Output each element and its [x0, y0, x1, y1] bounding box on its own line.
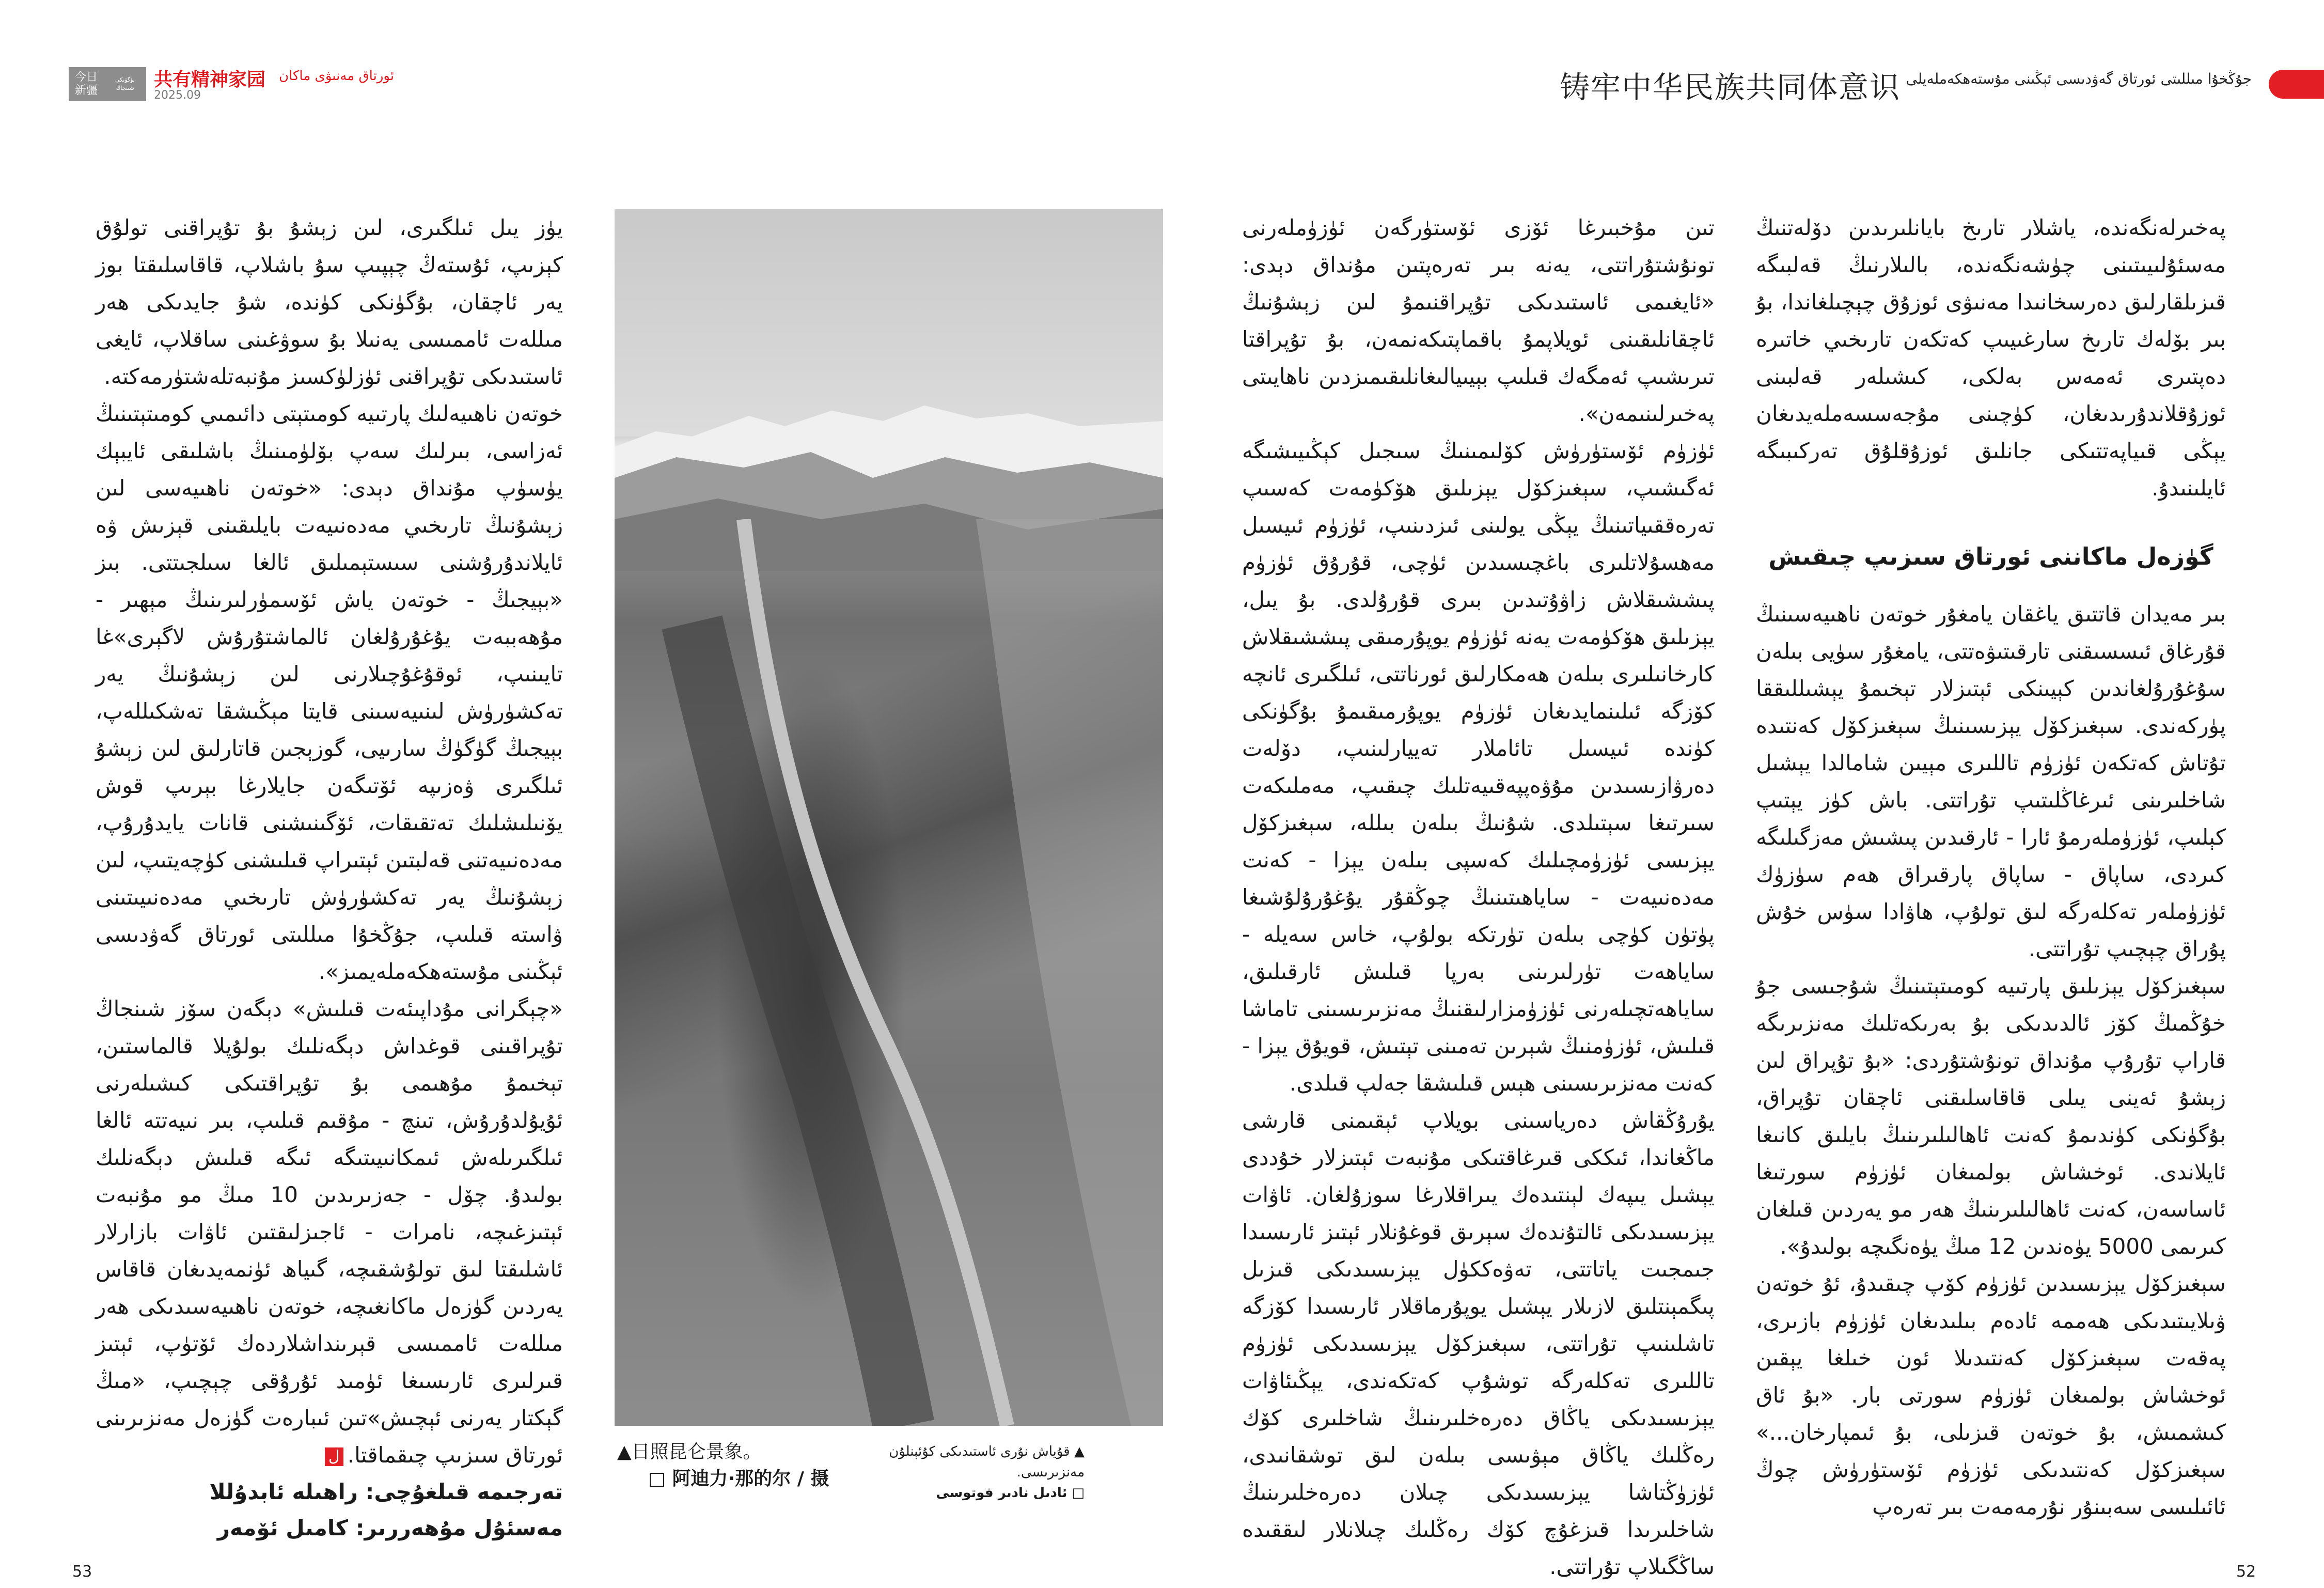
- caption-text-chinese: ▲日照昆仑景象。: [617, 1441, 762, 1462]
- paragraph: [96, 990, 563, 1474]
- end-mark-icon: ل: [325, 1447, 343, 1466]
- mountain-range: [615, 209, 1163, 571]
- paragraph: يۈز يىل ئىلگىرى، لىن زېشۇ بۇ تۇپراقنى تولۇق كېزىپ، ئۇستەڭ چېپىپ سۇ باشلاپ، قاقاسلىقتا بوز يەر ئاچقان، بۇگۈنكى كۈندە، شۇ جايدىكى ھەر مىللەت ئاممىسى يەنىلا بۇ سوۋغىنى ساقلاپ، ئايغى ئاستىدىكى تۇپراقنى ئۈزلۈكسىز مۇنبەتلەشتۈرمەكتە.: [96, 215, 563, 389]
- paragraph-text: «چېگرانى مۇداپىئەت قىلىش» دېگەن سۆز شىنجاڭ تۇپراقىنى قوغداش دېگەنلىك بولۇپلا قالماستىن، تېخىمۇ مۇھىمى بۇ تۇپراقتىكى كىشىلەرنى ئۇيۇلدۇرۇش، تىنچ - مۇقىم قىلىپ، بىر نىيەتتە ئالغا ئىلگىرىلەش ئىمكانىيىتىگە ئىگە قىلىش دېگەنلىك بولىدۇ. چۆل - جەزىرىدىن 10 مىڭ مو مۇنبەت ئېتىزغىچە، نامرات - ئاجىزلىقتىن ئاۋات بازارلار ئاشلىقتا لىق تولۇشقىچە، گىياھ ئۈنمەيدىغان قاقاس يەردىن گۈزەل ماكانغىچە، خوتەن ناھىيەسىدىكى ھەر مىللەت ئاممىسى قېرىنداشلاردەك ئۆتۈپ، ئېتىز قىرلىرى ئارىسىغا ئۈمىد ئۇرۇقى چېچىپ، «مىڭ گېكتار يەرنى ئېچىش»تىن ئىبارەت گۈزەل مەنزىرىنى ئورتاق سىزىپ چىقماقتا.: [96, 996, 563, 1468]
- photo-credit-uyghur: □ ئادىل نادىر فوتوسى: [936, 1485, 1085, 1501]
- left-page-column: [96, 209, 563, 1546]
- issue-date: 2025.09: [154, 89, 201, 102]
- paragraph: سېغىزكۆل يېزىلىق پارتىيە كومىتېتىنىڭ شۇجىسى جۇ خۇڭمىڭ كۆز ئالدىدىكى بۇ بەرىكەتلىك مەنزىرىگە قاراپ تۇرۇپ مۇنداق تونۇشتۇردى: «بۇ تۇپراق لىن زېشۇ ئەينى يىلى قاقاسلىقنى ئاچقان تۇپراق، بۇگۈنكى كۈندىمۇ كەنت ئاھالىلىرىنىڭ بايلىق كانىغا ئايلاندى. ئوخشاش بولمىغان ئۈزۈم سورتىغا ئاساسەن، كەنت ئاھالىلىرىنىڭ ھەر مو يەردىن قىلغان كىرىمى 5000 يۈەندىن 12 مىڭ يۈەنگىچە بولىدۇ».: [1756, 973, 2226, 1259]
- photo-caption-uyghur: [868, 1441, 1085, 1503]
- paragraph: خوتەن ناھىيەلىك پارتىيە كومىتېتى دائىمىي كومىتېتىنىڭ ئەزاسى، بىرلىك سەپ بۆلۈمىنىڭ باشلىقى ئايبېك يۈسۈپ مۇنداق دېدى: «خوتەن ناھىيەسى لىن زېشۇنىڭ تارىخىي مەدەنىيەت بايلىقىنى قېزىش ۋە ئايلاندۇرۇشنى سىستېمىلىق ئالغا سىلجىتتى. بىز «بېيجىڭ - خوتەن ياش ئۆسمۈرلىرىنىڭ مېھىر - مۇھەببەت يۇغۇرۇلغان ئالماشتۇرۇش لاگېرى»غا تايىنىپ، ئوقۇغۇچىلارنى لىن زېشۇنىڭ يەر تەكشۈرۈش لىنىيەسىنى قايتا مېڭىشقا تەشكىللەپ، بېيجىڭ گۈگۈڭ سارىيى، گوزېجىن قاتارلىق لىن زېشۇ ئىلگىرى ۋەزىپە ئۆتىگەن جايلارغا بېرىپ قوش يۆنىلىشلىك تەتقىقات، ئۆگىنىشنى قانات يايدۇرۇپ، مەدەنىيەتنى قەلبتىن ئېتىراپ قىلىشنى كۈچەيتىپ، لىن زېشۇنىڭ يەر تەكشۈرۈش تارىخىي مەدەنىيىتىنى ۋاستە قىلىپ، جۇڭخۇا مىللىتى ئورتاق گەۋدىسى ئېڭىنى مۇستەھكەملەيمىز».: [96, 401, 563, 984]
- translator-credit: تەرجىمە قىلغۇچى: راھىلە ئابدۇللا: [209, 1479, 563, 1504]
- page-number-left: 53: [72, 1563, 92, 1581]
- photo-credit-chinese: □ 阿迪力·那的尔 / 摄: [648, 1468, 829, 1489]
- section-heading: گۈزەل ماكاننى ئورتاق سىزىپ چىقىش: [1768, 542, 2213, 570]
- paragraph: سېغىزكۆل يېزىسىدىن ئۈزۈم كۆپ چىقىدۇ، ئۇ خوتەن ۋىلايىتىدىكى ھەممە ئادەم بىلىدىغان ئۈزۈم بازىرى، پەقەت سېغىزكۆل كەنتىدىلا ئون خىلغا يېقىن ئوخشاش بولمىغان ئۈزۈم سورتى بار. «بۇ ئاق كىشمىش، بۇ خوتەن قىزىلى، بۇ ئىمپارخان...» سېغىزكۆل كەنتىدىكى ئۈزۈم ئۆستۈرۈش چوڭ ئائىلىسى سەبىنۇر نۇرمەمەت بىر تەرەپ: [1756, 1271, 2226, 1519]
- paragraph: ئۈزۈم ئۆستۈرۈش كۆلىمىنىڭ سىجىل كېڭىيىشىگە ئەگىشىپ، سېغىزكۆل يېزىلىق ھۆكۈمەت كەسىپ تەرەققىياتىنىڭ يېڭى يولىنى ئىزدىنىپ، ئۈزۈم ئىيسىل مەھسۇلاتلىرى باغچىسىدىن ئۈچى، قۇرۇق ئۈزۈم پىششىقلاش زاۋۇتىدىن بىرى قۇرۇلدى. بۇ يىل، يېزىلىق ھۆكۈمەت يەنە ئۈزۈم يوپۇرمىقى پىششىقلاش كارخانىلىرى بىلەن ھەمكارلىق ئورناتتى، ئىلگىرى ئانچە كۆزگە ئىلىنمايدىغان ئۈزۈم يوپۇرمىقىمۇ بۇگۈنكى كۈندە ئىيسىل تائاملار تەييارلىنىپ، دۆلەت دەرۋازىسىدىن مۇۋەپپەقىيەتلىك چىقىپ، مەملىكەت سىرتىغا سېتىلدى. شۇنىڭ بىلەن بىللە، سېغىزكۆل يېزىسى ئۈزۈمچىلىك كەسپى بىلەن يېزا - كەنت مەدەنىيەت - ساياھىتىنىڭ چوڭقۇر يۇغۇرۇلۇشىغا پۈتۈن كۈچى بىلەن تۈرتكە بولۇپ، خاس سەيلە - ساياھەت تۈرلىرىنى بەرپا قىلىش ئارقىلىق، ساياھەتچىلەرنى ئۈزۈمزارلىقنىڭ مەنزىرىسىنى تاماشا قىلىش، ئۈزۈمنىڭ شېرىن تەمىنى تېتىش، قويۇق يېزا - كەنت مەنزىرىسىنى ھېس قىلىشقا جەلپ قىلدى.: [1242, 438, 1715, 1096]
- red-tab-decoration: [2269, 70, 2324, 99]
- right-page-column-a: [1242, 209, 1715, 1585]
- editor-credit: مەسئۇل مۇھەررىر: كامىل ئۆمەر: [217, 1515, 563, 1540]
- logo-uyghur: بۈگۈنكى شىنجاڭ: [115, 76, 135, 91]
- column-title-chinese: 铸牢中华民族共同体意识: [1560, 70, 1901, 105]
- paragraph: تىن مۇخبىرغا ئۆزى ئۆستۈرگەن ئۈزۈملەرنى تونۇشتۇراتتى، يەنە بىر تەرەپتىن مۇنداق دېدى: «ئايغىمى ئاستىدىكى تۇپراقنىمۇ لىن زېشۇنىڭ ئاچقانلىقىنى ئويلاپمۇ باقماپتىكەنمەن، بۇ تۇپراقتا تىرىشىپ ئەمگەك قىلىپ بېيىيالىغانلىقىمىزدىن ناھايىتى پەخىرلىنىمەن».: [1242, 215, 1715, 426]
- paragraph: بىر مەيدان قاتتىق ياغقان يامغۇر خوتەن ناھىيەسىنىڭ قۇرغاق ئىسسىقنى تارقىتىۋەتتى، يامغۇر سۈيى بىلەن سۇغۇرۇلغاندىن كېيىنكى ئېتىزلار تېخىمۇ يېشىللىققا پۈركەندى. سېغىزكۆل يېزىسىنىڭ سېغىزكۆل كەنتىدە تۇتاش كەتكەن ئۈزۈم تاللىرى مېيىن شامالدا يېشىل شاخلىرىنى ئىرغاڭلىتىپ تۇراتتى. باش كۈز يېتىپ كېلىپ، ئۈزۈملەرمۇ ئارا - ئارقىدىن پىشىش مەزگىلىگە كىردى، ساپاق - ساپاق پارقىراق ھەم سۈزۈك ئۈزۈملەر تەكلەرگە لىق تولۇپ، ھاۋادا سۈس خۇش پۇراق چېچىپ تۇراتتى.: [1756, 601, 2226, 961]
- section-title-uyghur: ئورتاق مەنىۋى ماكان: [279, 68, 395, 84]
- paragraph: يۇرۇڭقاش دەرياسىنى بويلاپ ئېقىمنى قارشى ماڭغاندا، ئىككى قىرغاقتىكى مۇنبەت ئېتىزلار خۇددى يېشىل يىپەك لېنتىدەك يىراقلارغا سوزۇلغان. ئاۋات يېزىسىدىكى ئالتۇندەك سېرىق قوغۇنلار ئېتىز ئارىسىدا جىمجىت ياتاتتى، تەۋەككۈل يېزىسىدىكى قىزىل پىگمېنتلىق لازىلار يېشىل يوپۇرماقلار ئارىسىدا كۆزگە تاشلىنىپ تۇراتتى، سېغىزكۆل يېزىسىدىكى ئۈزۈم تاللىرى تەكلەرگە توشۇپ كەتكەندى، يېڭىئاۋات يېزىسىدىكى ياڭاق دەرەخلىرىنىڭ شاخلىرى كۆك رەڭلىك ياڭاق مېۋىسى بىلەن لىق توشقانىدى، ئۈزۈڭتاشا يېزىسىدىكى چىلان دەرەخلىرىنىڭ شاخلىرىدا قىزغۇچ كۆك رەڭلىك چىلانلار لىققىدە ساڭگىلاپ تۇراتتى.: [1242, 1108, 1715, 1579]
- caption-text-uyghur: ▲ قۇياش نۇرى ئاستىدىكى كۇئېنلۇن مەنزىرىسى.: [889, 1444, 1085, 1480]
- section-title-chinese: 共有精神家园: [154, 69, 266, 90]
- magazine-logo: [69, 67, 146, 101]
- photo-caption-chinese: [617, 1439, 829, 1492]
- river-valley: [615, 519, 1163, 1426]
- paragraph: پەخىرلەنگەندە، ياشلار تارىخ بايانلىرىدىن دۆلەتنىڭ مەسئۇلىيىتىنى چۈشەنگەندە، بالىلارنىڭ قەلبىگە قىزىلقارلىق دەرسخانىدا مەنىۋى ئوزۇق چېچىلغاندا، بۇ بىر بۆلەك تارىخ سارغىيىپ كەتكەن تارىخىي خاتىرە دەپتىرى ئەمەس بەلكى، كىشىلەر قەلبىنى ئوزۇقلاندۇرىدىغان، كۈچىنى مۇجەسسەملەيدىغان يېڭى قىياپەتتىكى جانلىق ئوزۇقلۇق تەركىبىگە ئايلىنىدۇ.: [1756, 215, 2226, 501]
- page-number-right: 52: [2236, 1563, 2256, 1581]
- logo-chinese: 今日新疆: [74, 71, 98, 97]
- column-title-uyghur: جۇڭخۇا مىللىتى ئورتاق گەۋدىسى ئېڭىنى مۇستەھكەملەيلى: [1906, 70, 2252, 87]
- right-page-column-b: [1756, 209, 2226, 1525]
- kunlun-landscape-photo: [615, 209, 1163, 1426]
